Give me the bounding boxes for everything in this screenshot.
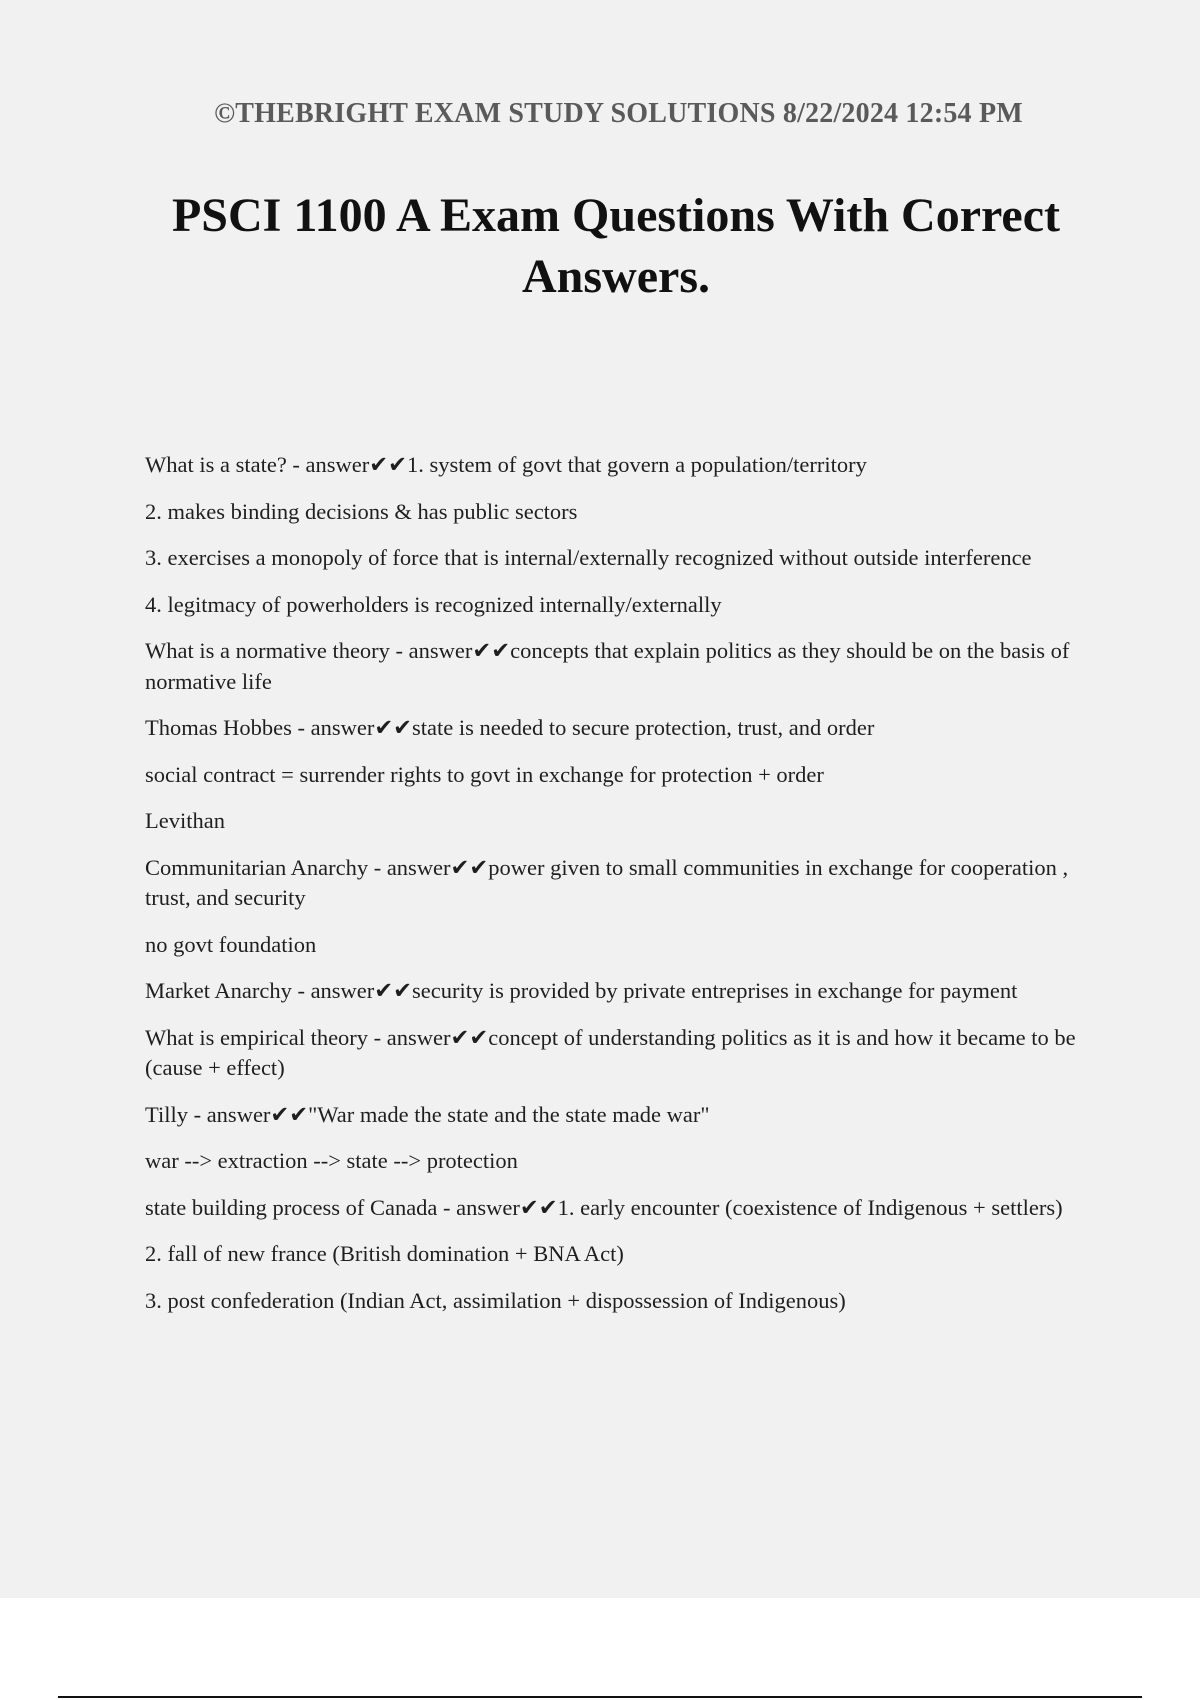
qa-content <box>145 450 1095 1332</box>
qa-line: Thomas Hobbes - answer✔✔state is needed to secure protection, trust, and order <box>145 715 875 740</box>
qa-line: no govt foundation <box>145 931 317 957</box>
qa-line: What is empirical theory - answer✔✔concept of understanding politics as it is and how it became to be (cause + effect) <box>145 1024 1076 1080</box>
qa-line: What is a state? - answer✔✔1. system of govt that govern a population/territory <box>145 452 867 477</box>
qa-line: 2. fall of new france (British domination + BNA Act) <box>145 1241 624 1266</box>
watermark-header: ©THEBRIGHT EXAM STUDY SOLUTIONS 8/22/2024 12:54 PM <box>214 98 1023 129</box>
qa-line: social contract = surrender rights to govt in exchange for protection + order <box>145 761 824 787</box>
page-title: PSCI 1100 A Exam Questions With Correct Answers. <box>171 189 1061 303</box>
qa-line: Tilly - answer✔✔"War made the state and the state made war" <box>145 1101 710 1127</box>
qa-line: 3. exercises a monopoly of force that is internal/externally recognized without outside interference <box>145 545 1032 570</box>
qa-line: Levithan <box>145 808 225 833</box>
qa-line: Market Anarchy - answer✔✔security is provided by private entreprises in exchange for payment <box>145 978 1018 1003</box>
qa-line: 2. makes binding decisions & has public sectors <box>145 498 578 524</box>
qa-line: state building process of Canada - answer✔✔1. early encounter (coexistence of Indigenous + settlers) <box>145 1194 1063 1220</box>
qa-line: Communitarian Anarchy - answer✔✔power given to small communities in exchange for cooperation , trust, and security <box>145 854 1069 910</box>
qa-line: 4. legitmacy of powerholders is recognized internally/externally <box>145 591 722 617</box>
bottom-divider <box>58 1696 1142 1698</box>
qa-line: war --> extraction --> state --> protection <box>145 1148 518 1173</box>
qa-line: What is a normative theory - answer✔✔concepts that explain politics as they should be on the basis of normative life <box>145 638 1070 694</box>
qa-line: 3. post confederation (Indian Act, assimilation + dispossession of Indigenous) <box>145 1287 846 1313</box>
